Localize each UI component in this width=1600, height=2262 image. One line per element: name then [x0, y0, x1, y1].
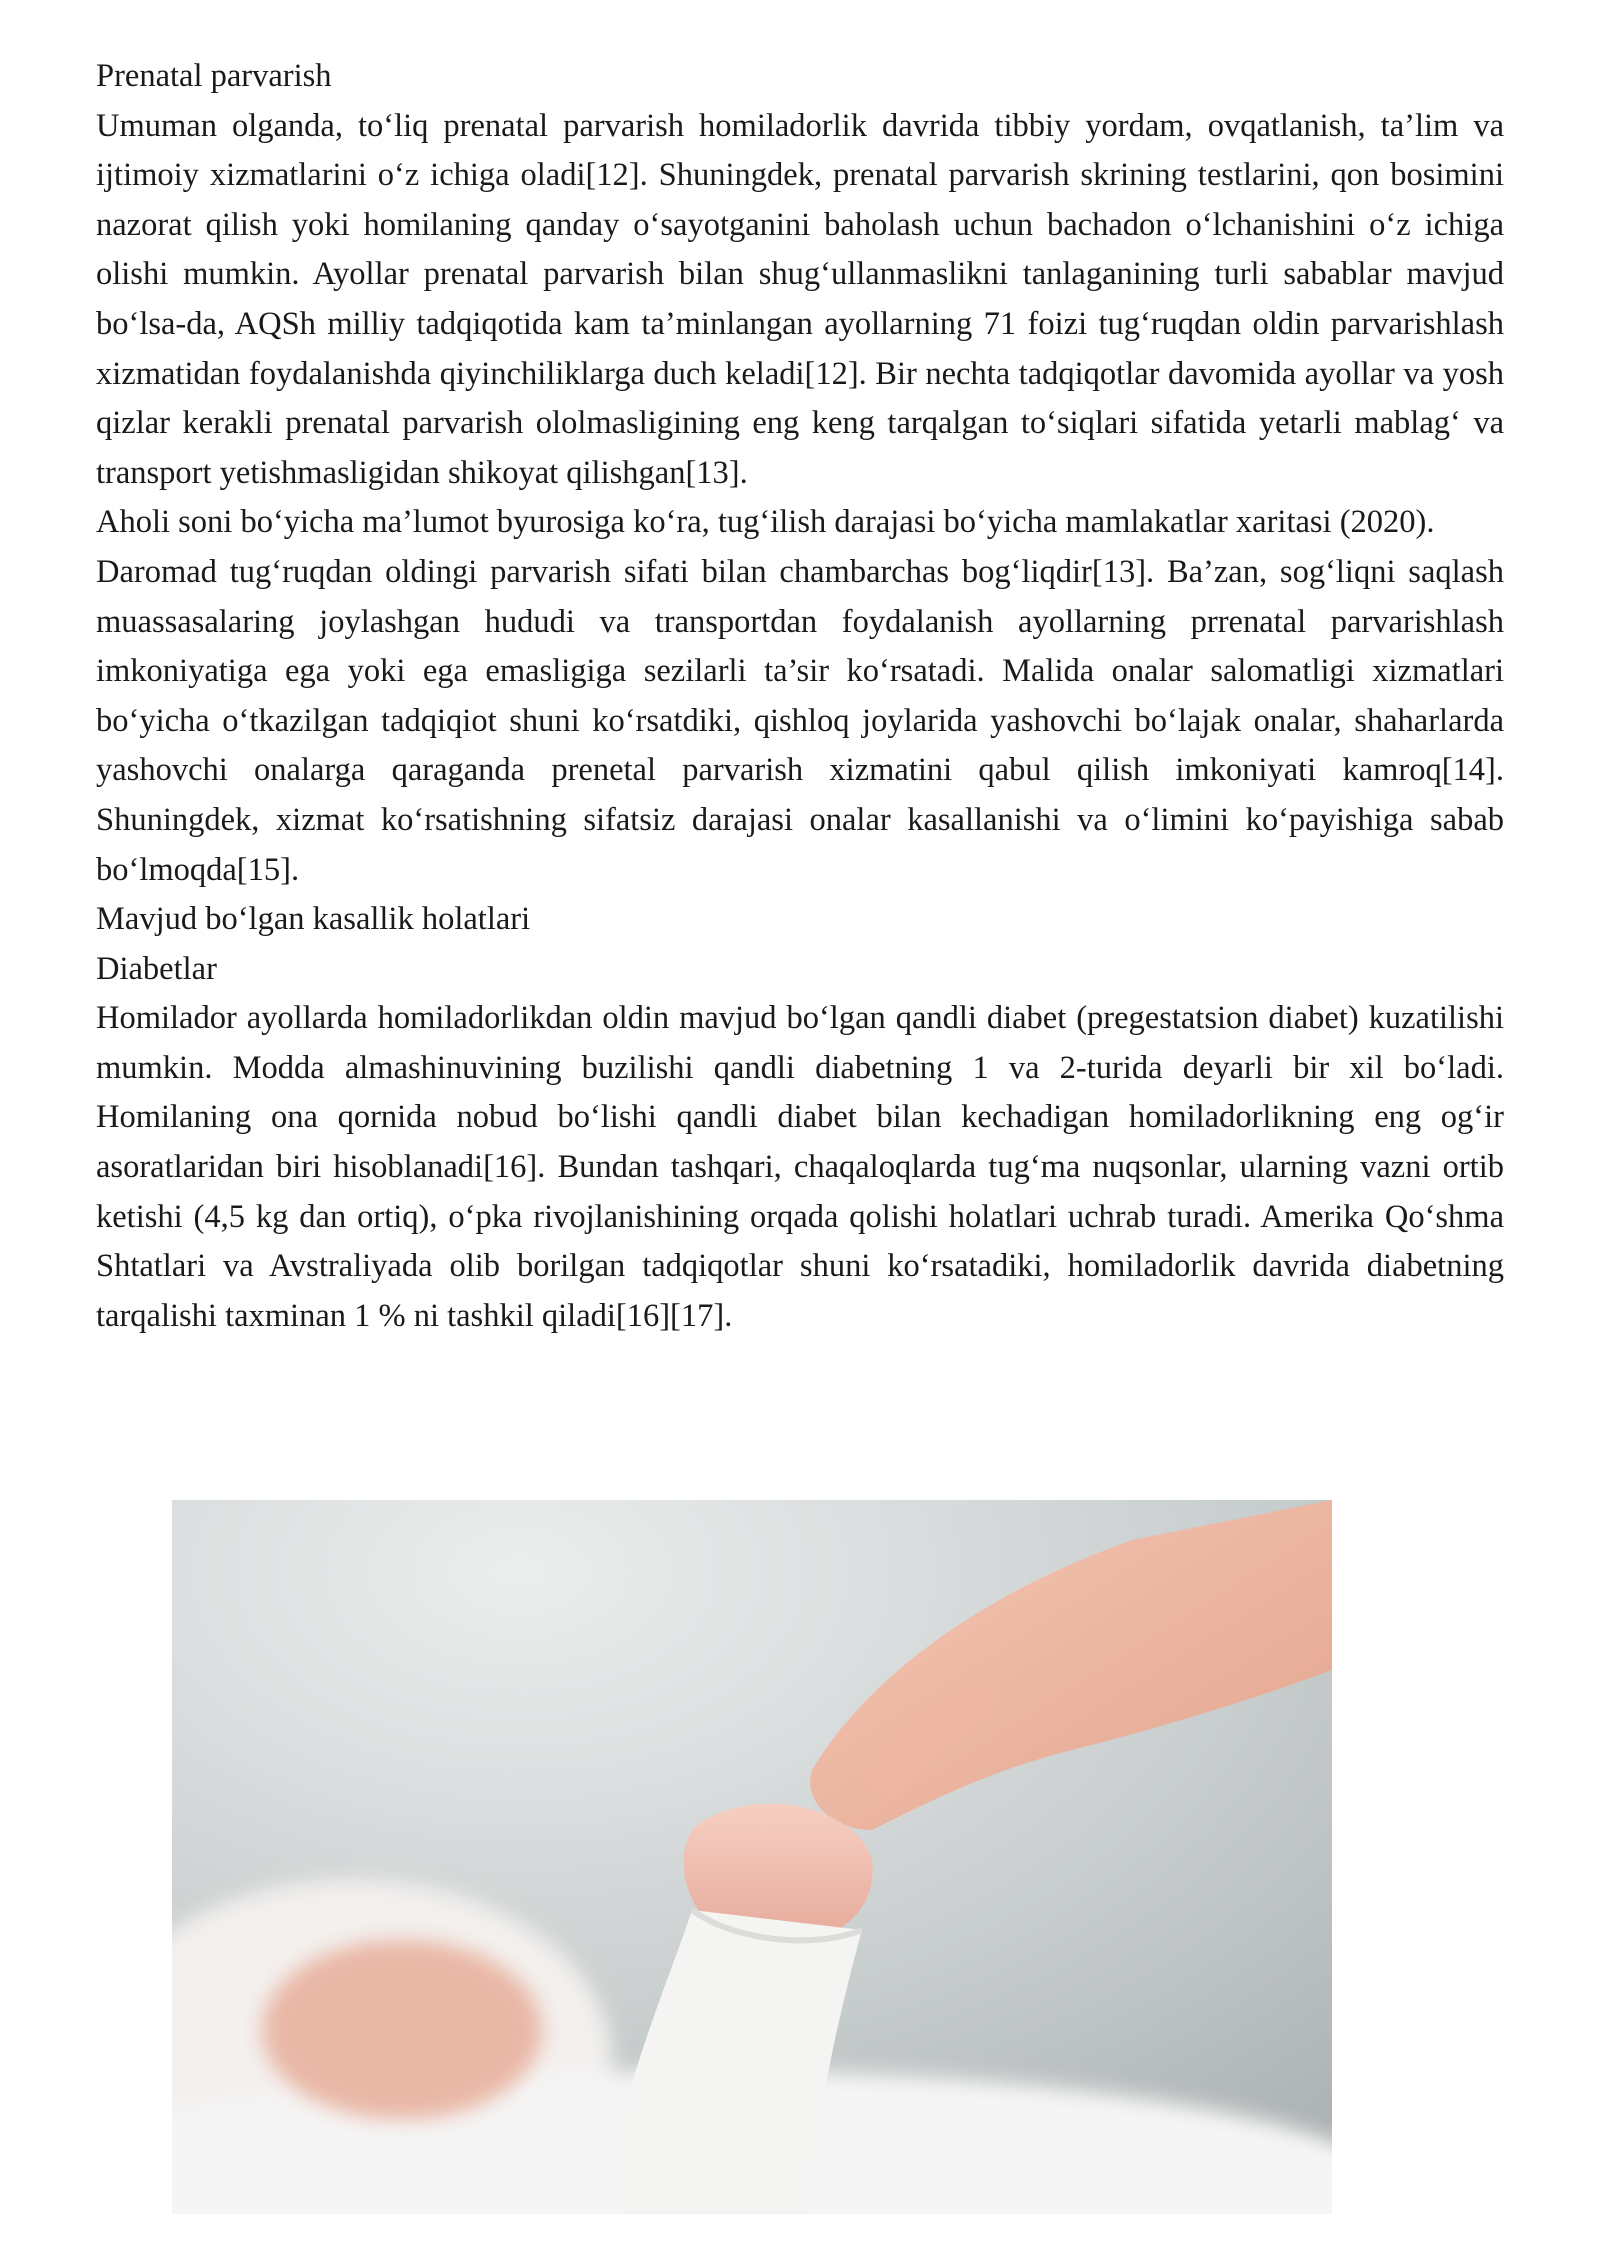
- document-text: [96, 52, 1504, 1341]
- body-paragraph: Homilador ayollarda homiladorlikdan oldin mavjud bo‘lgan qandli diabet (pregestatsion diabet) kuzatilishi mumkin. Modda almashinuvining buzilishi qandli diabetning 1 va 2-turida deyarli bir xil bo‘ladi. Homilaning ona qornida nobud bo‘lishi qandli diabet bilan kechadigan homiladorlikning eng og‘ir asoratlaridan biri hisoblanadi[16]. Bundan tashqari, chaqaloqlarda tug‘ma nuqsonlar, ularning vazni ortib ketishi (4,5 kg dan ortiq), o‘pka rivojlanishining orqada qolishi holatlari uchrab turadi. Amerika Qo‘shma Shtatlari va Avstraliyada olib borilgan tadqiqotlar shuni ko‘rsatadiki, homiladorlik davrida diabetning tarqalishi taxminan 1 % ni tashkil qiladi[16][17].: [96, 1000, 1504, 1334]
- baby-face-blur: [262, 1940, 542, 2120]
- section-heading-existing-conditions: Mavjud bo‘lgan kasallik holatlari: [96, 901, 531, 938]
- baby-hand-photo: [172, 1500, 1332, 2214]
- section-heading-prenatal: Prenatal parvarish: [96, 58, 332, 94]
- body-paragraph: Umuman olganda, to‘liq prenatal parvarish homiladorlik davrida tibbiy yordam, ovqatlanish, ta’lim va ijtimoiy xizmatlarini o‘z ichiga oladi[12]. Shuningdek, prenatal parvarish skrining testlarini, qon bosimini nazorat qilish yoki homilaning qanday o‘sayotganini baholash uchun bachadon o‘lchanishini o‘z ichiga olishi mumkin. Ayollar prenatal parvarish bilan shug‘ullanmaslikni tanlaganining turli sabablar mavjud bo‘lsa-da, AQSh milliy tadqiqotida kam ta’minlangan ayollarning 71 foizi tug‘ruqdan oldin parvarishlash xizmatidan foydalanishda qiyinchiliklarga duch keladi[12]. Bir nechta tadqiqotlar davomida ayollar va yosh qizlar kerakli prenatal parvarish ololmasligining eng keng tarqalgan to‘siqlari sifatida yetarli mablag‘ va transport yetishmasligidan shikoyat qilishgan[13].: [96, 107, 1504, 491]
- body-paragraph: Daromad tug‘ruqdan oldingi parvarish sifati bilan chambarchas bog‘liqdir[13]. Ba’zan, sog‘liqni saqlash muassasalaring joylashgan hududi va transportdan foydalanish ayollarning prrenatal parvarishlash imkoniyatiga ega yoki ega emasligiga sezilarli ta’sir ko‘rsatadi. Malida onalar salomatligi xizmatlari bo‘yicha o‘tkazilgan tadqiqiot shuni ko‘rsatdiki, qishloq joylarida yashovchi bo‘lajak onalar, shaharlarda yashovchi onalarga qaraganda prenetal parvarish xizmatini qabul qilish imkoniyati kamroq[14]. Shuningdek, xizmat ko‘rsatishning sifatsiz darajasi onalar kasallanishi va o‘limini ko‘payishiga sabab bo‘lmoqda[15].: [96, 553, 1504, 888]
- body-paragraph: Aholi soni bo‘yicha ma’lumot byurosiga ko‘ra, tug‘ilish darajasi bo‘yicha mamlakatlar xaritasi (2020).: [96, 504, 1435, 541]
- hand-illustration: [172, 1500, 1332, 2214]
- section-heading-diabetes: Diabetlar: [96, 950, 217, 987]
